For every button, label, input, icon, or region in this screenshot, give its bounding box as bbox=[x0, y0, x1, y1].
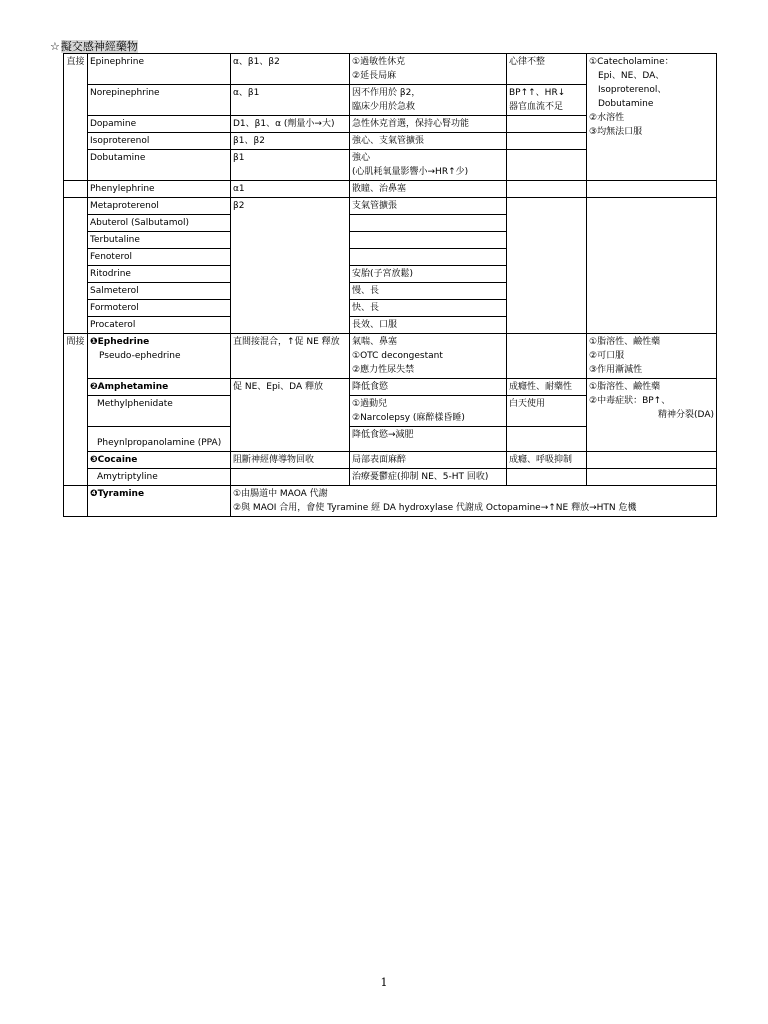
category-cell bbox=[64, 198, 88, 334]
description: ①由腸道中 MAOA 代謝 ②與 MAOI 合用，會使 Tyramine 經 DA hydroxylase 代謝成 Octopamine→↑NE 釋放→HTN 危機 bbox=[231, 486, 717, 517]
drug-name: Pheynlpropanolamine (PPA) bbox=[88, 427, 231, 452]
table-row bbox=[64, 379, 717, 396]
indication bbox=[350, 249, 507, 266]
drug-name: Methylphenidate bbox=[88, 396, 231, 427]
side-effect: 成癮性、耐藥性 bbox=[507, 379, 587, 396]
drug-name: Procaterol bbox=[88, 317, 231, 334]
receptor: β2 bbox=[231, 198, 350, 334]
side-effect bbox=[507, 133, 587, 150]
indication: 長效、口服 bbox=[350, 317, 507, 334]
receptor: α、β1 bbox=[231, 85, 350, 116]
drug-name: Dopamine bbox=[88, 116, 231, 133]
side-effect bbox=[507, 150, 587, 181]
indication: ①過敏性休克 ②延長局麻 bbox=[350, 54, 507, 85]
category-cell bbox=[64, 486, 88, 517]
indication: 強心 (心肌耗氧量影響小→HR↑少) bbox=[350, 150, 507, 181]
indication: 快、長 bbox=[350, 300, 507, 317]
indication: ①過動兒 ②Narcolepsy (麻醉樣昏睡) bbox=[350, 396, 507, 427]
indication: 降低食慾 bbox=[350, 379, 507, 396]
mechanism: 促 NE、Epi、DA 釋放 bbox=[231, 379, 350, 452]
side-effect bbox=[507, 334, 587, 379]
receptor: α、β1、β2 bbox=[231, 54, 350, 85]
indication bbox=[350, 232, 507, 249]
table-row bbox=[64, 486, 717, 517]
drug-name: Epinephrine bbox=[88, 54, 231, 85]
table-row bbox=[64, 181, 717, 198]
category-indirect: 間接 bbox=[64, 334, 88, 486]
drug-name: Metaproterenol bbox=[88, 198, 231, 215]
indication: 強心、支氣管擴張 bbox=[350, 133, 507, 150]
category-cell bbox=[64, 181, 88, 198]
side-effect: 心律不整 bbox=[507, 54, 587, 85]
drug-name: Salmeterol bbox=[88, 283, 231, 300]
side-effect bbox=[507, 181, 587, 198]
indication bbox=[350, 215, 507, 232]
category-direct: 直接 bbox=[64, 54, 88, 181]
drug-name: Amytriptyline bbox=[88, 469, 231, 486]
mechanism: 直間接混合，↑促 NE 釋放 bbox=[231, 334, 350, 379]
group-note bbox=[587, 198, 717, 334]
drug-name: ❹Tyramine bbox=[88, 486, 231, 517]
receptor: β1、β2 bbox=[231, 133, 350, 150]
side-effect: 成癮、呼吸抑制 bbox=[507, 452, 587, 469]
star-icon: ☆ bbox=[50, 40, 60, 53]
table-row bbox=[64, 54, 717, 85]
table-row bbox=[64, 452, 717, 469]
drug-name: Fenoterol bbox=[88, 249, 231, 266]
side-effect bbox=[507, 469, 587, 486]
indication: 治療憂鬱症(抑制 NE、5-HT 回收) bbox=[350, 469, 507, 486]
table-row bbox=[64, 198, 717, 215]
drug-name: Norepinephrine bbox=[88, 85, 231, 116]
drug-name: Abuterol (Salbutamol) bbox=[88, 215, 231, 232]
table-row bbox=[64, 334, 717, 379]
indication: 氣喘、鼻塞 ①OTC decongestant ②應力性尿失禁 bbox=[350, 334, 507, 379]
drug-name: ❶Ephedrine Pseudo-ephedrine bbox=[88, 334, 231, 379]
group-note: ①Catecholamine： Epi、NE、DA、 Isoproterenol、 Dobutamine ②水溶性 ③均無法口服 bbox=[587, 54, 717, 181]
side-effect: BP↑↑、HR↓ 器官血流不足 bbox=[507, 85, 587, 116]
indication: 安胎(子宮放鬆) bbox=[350, 266, 507, 283]
group-note bbox=[587, 181, 717, 198]
drug-name: Formoterol bbox=[88, 300, 231, 317]
indication: 散瞳、治鼻塞 bbox=[350, 181, 507, 198]
indication: 急性休克首選，保持心腎功能 bbox=[350, 116, 507, 133]
drug-name: ❷Amphetamine bbox=[88, 379, 231, 396]
receptor: β1 bbox=[231, 150, 350, 181]
indication: 慢、長 bbox=[350, 283, 507, 300]
indication: 降低食慾→減肥 bbox=[350, 427, 507, 452]
side-effect bbox=[507, 427, 587, 452]
mechanism bbox=[231, 469, 350, 486]
receptor: D1、β1、α (劑量小→大) bbox=[231, 116, 350, 133]
side-effect: 白天使用 bbox=[507, 396, 587, 427]
mechanism: 阻斷神經傳導物回收 bbox=[231, 452, 350, 469]
drug-name: Ritodrine bbox=[88, 266, 231, 283]
group-note bbox=[587, 452, 717, 469]
drug-name: Phenylephrine bbox=[88, 181, 231, 198]
page-number: 1 bbox=[380, 976, 388, 989]
drug-name: Dobutamine bbox=[88, 150, 231, 181]
drug-name: ❸Cocaine bbox=[88, 452, 231, 469]
indication: 支氣管擴張 bbox=[350, 198, 507, 215]
group-note bbox=[587, 469, 717, 486]
indication: 局部表面麻醉 bbox=[350, 452, 507, 469]
side-effect bbox=[507, 116, 587, 133]
drug-name: Isoproterenol bbox=[88, 133, 231, 150]
group-note: ①脂溶性、鹼性藥 ②可口服 ③作用漸減性 bbox=[587, 334, 717, 379]
page-title: ☆擬交感神經藥物 bbox=[50, 40, 138, 53]
drug-table bbox=[63, 53, 717, 517]
side-effect bbox=[507, 198, 587, 334]
group-note: ①脂溶性、鹼性藥 ②中毒症狀：BP↑、 精神分裂(DA) bbox=[587, 379, 717, 452]
drug-name: Terbutaline bbox=[88, 232, 231, 249]
indication: 因不作用於 β2， 臨床少用於急救 bbox=[350, 85, 507, 116]
table-row bbox=[64, 469, 717, 486]
receptor: α1 bbox=[231, 181, 350, 198]
